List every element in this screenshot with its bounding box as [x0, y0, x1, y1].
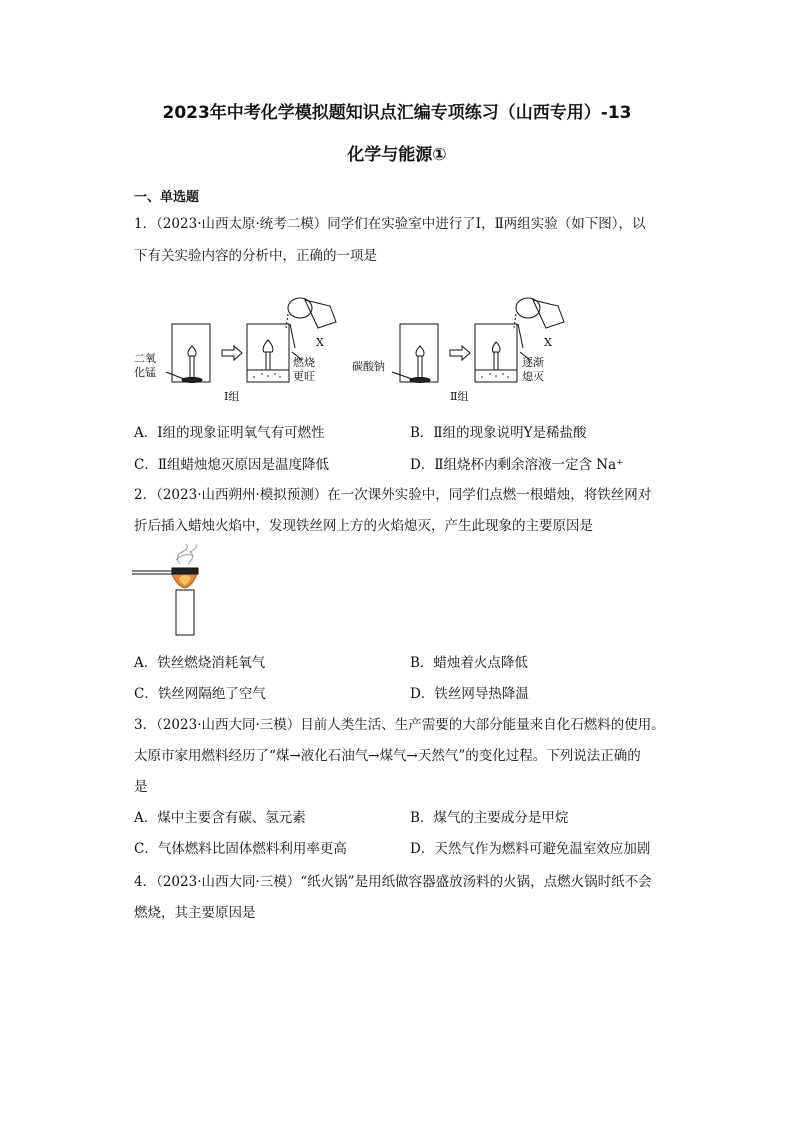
q1-option-d[interactable]: D．Ⅱ组烧杯内剩余溶液一定含 Na⁺: [410, 457, 624, 473]
fig-label-mno2-2: 化锰: [134, 366, 156, 379]
group1-arrow-icon: [222, 346, 242, 360]
q2-candle-wire-figure: [130, 542, 210, 638]
q2-option-a[interactable]: A．铁丝燃烧消耗氧气: [134, 655, 266, 671]
q1-experiment-figure: [130, 288, 570, 406]
q3-stem-line3: 是: [134, 779, 148, 795]
fig-label-burn-2: 更旺: [293, 370, 315, 383]
fig-label-x2: X: [544, 336, 552, 349]
group2-beaker1-icon: [392, 324, 438, 383]
fig-label-group2: Ⅱ组: [450, 390, 469, 403]
q1-option-c[interactable]: C．Ⅱ组蜡烛熄灭原因是温度降低: [134, 457, 330, 473]
q2-option-d[interactable]: D．铁丝网导热降温: [410, 686, 529, 702]
q2-option-b[interactable]: B．蜡烛着火点降低: [410, 655, 528, 671]
document-title-line1: 2023年中考化学模拟题知识点汇编专项练习（山西专用）-13: [162, 103, 632, 123]
fig-label-x1: X: [316, 336, 324, 349]
fig-label-out-1: 逐渐: [522, 356, 544, 369]
document-title-line2: 化学与能源①: [347, 145, 447, 165]
q1-stem-line2: 下有关实验内容的分析中，正确的一项是: [134, 248, 377, 264]
group2-pouring-flask-icon: [514, 298, 564, 328]
q3-option-c[interactable]: C．气体燃料比固体燃料利用率更高: [134, 841, 347, 857]
q2-option-c[interactable]: C．铁丝网隔绝了空气: [134, 686, 266, 702]
fig-label-group1: Ⅰ组: [224, 390, 240, 403]
section-heading: 一、单选题: [134, 190, 200, 205]
q1-option-a[interactable]: A．Ⅰ组的现象证明氧气有可燃性: [134, 425, 325, 441]
q3-option-b[interactable]: B．煤气的主要成分是甲烷: [410, 810, 569, 826]
fig-label-na2co3: 碳酸钠: [352, 360, 385, 373]
q1-stem-line1: 1．（2023·山西太原·统考二模）同学们在实验室中进行了Ⅰ，Ⅱ两组实验（如下图），以: [134, 216, 646, 232]
q2-stem-line1: 2．（2023·山西朔州·模拟预测）在一次课外实验中，同学们点燃一根蜡烛，将铁丝网对: [134, 487, 652, 503]
fig-label-burn-1: 燃烧: [293, 356, 315, 369]
q3-option-d[interactable]: D．天然气作为燃料可避免温室效应加剧: [410, 841, 651, 857]
q4-stem-line1: 4．（2023·山西大同·三模）“纸火锅”是用纸做容器盛放汤料的火锅，点燃火锅时纸不会: [134, 874, 652, 890]
q3-option-a[interactable]: A．煤中主要含有碳、氢元素: [134, 810, 306, 826]
q2-stem-line2: 折后插入蜡烛火焰中，发现铁丝网上方的火焰熄灭，产生此现象的主要原因是: [134, 518, 593, 534]
group2-arrow-icon: [450, 346, 470, 360]
q4-stem-line2: 燃烧，其主要原因是: [134, 905, 256, 921]
q3-stem-line2: 太原市家用燃料经历了“煤→液化石油气→煤气→天然气”的变化过程。下列说法正确的: [134, 748, 641, 764]
fig-label-mno2-1: 二氧: [134, 352, 156, 365]
fig-label-out-2: 熄灭: [522, 370, 544, 383]
group1-pouring-flask-icon: [286, 298, 336, 328]
q3-stem-line1: 3．（2023·山西大同·三模）目前人类生活、生产需要的大部分能量来自化石燃料的使用。: [134, 717, 665, 733]
q1-option-b[interactable]: B．Ⅱ组的现象说明Y是稀盐酸: [410, 425, 587, 441]
group1-beaker1-icon: [166, 324, 210, 383]
